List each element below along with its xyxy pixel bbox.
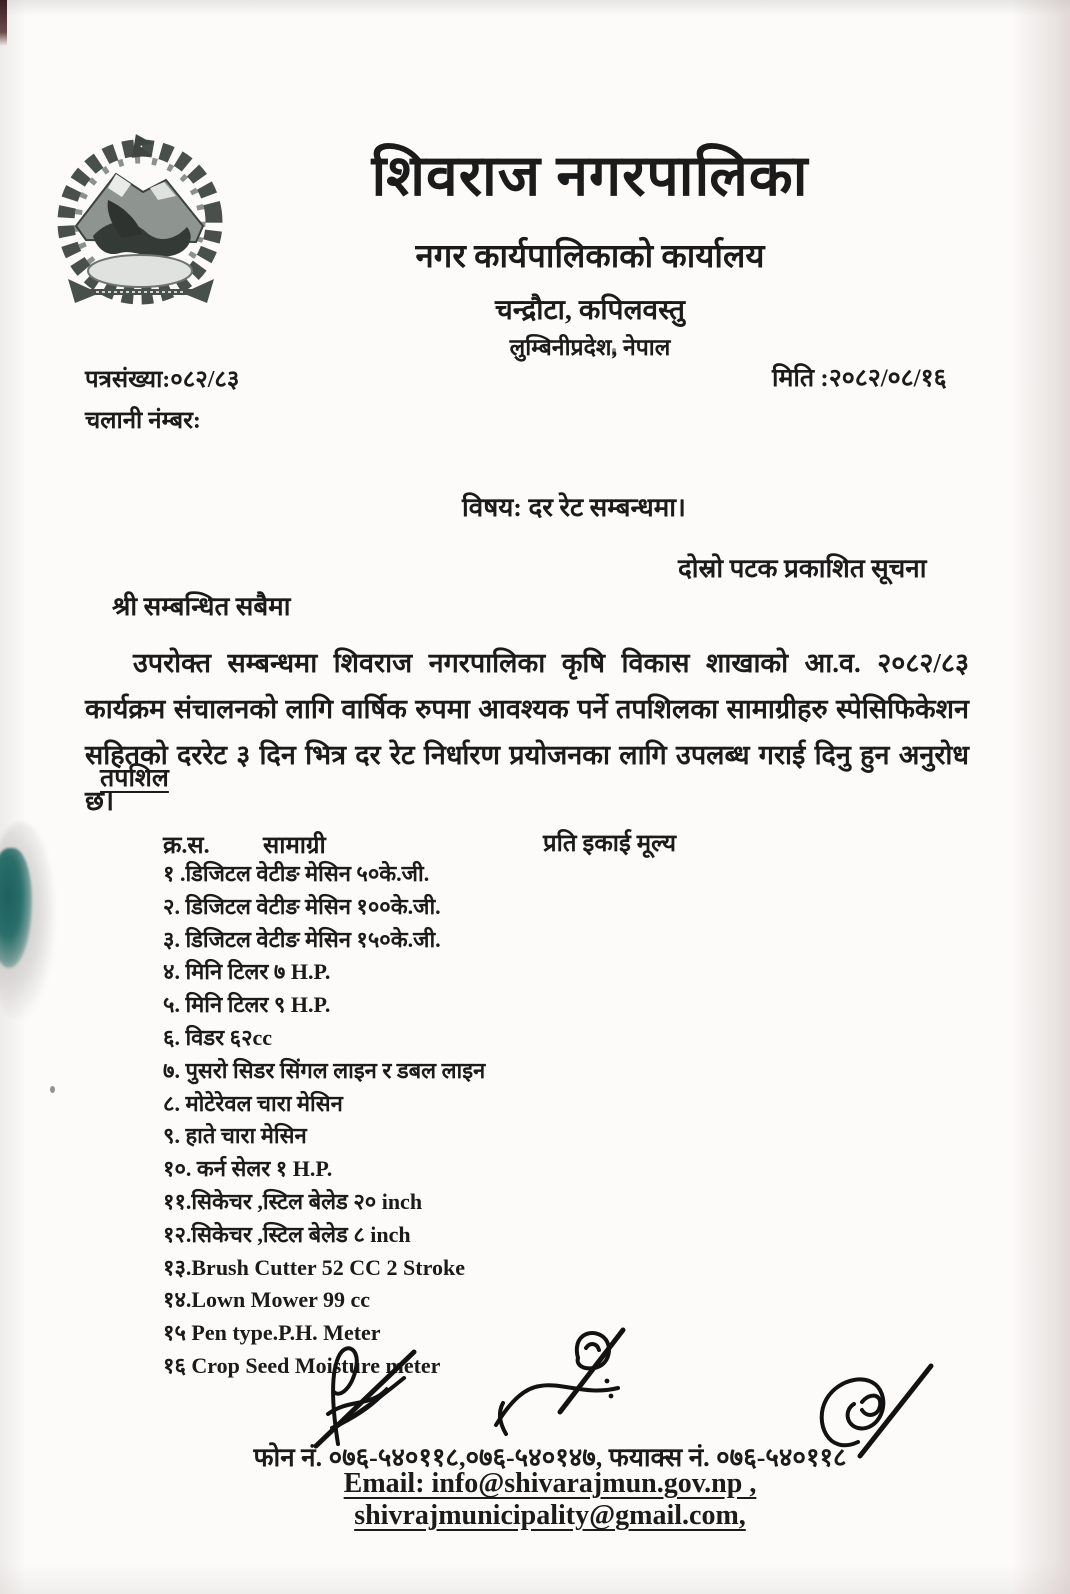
dispatch-number: चलानी नंम्बर: (85, 408, 201, 434)
details-heading: तपशिल (100, 765, 169, 792)
table-row (163, 924, 485, 957)
letter-ref-number: पत्रसंख्या:०८२/८३ (85, 367, 240, 393)
table-row (163, 1055, 485, 1088)
table-row (163, 1120, 485, 1153)
scan-dot-artifact (50, 1086, 55, 1093)
table-row (163, 1284, 485, 1317)
address-line-1: चन्द्रौटा, कपिलवस्तु (495, 295, 685, 326)
table-row (163, 858, 485, 891)
column-header-item: सामाग्री (263, 833, 326, 859)
table-row (163, 1219, 485, 1252)
item-text: ६. विडर ६२cc (163, 1024, 273, 1050)
item-text: ११.सिकेचर ,स्टिल बेलेड २० inch (163, 1188, 423, 1214)
item-text: ९. हाते चारा मेसिन (163, 1123, 307, 1149)
item-text: १६ Crop Seed Moisture meter (163, 1352, 441, 1378)
address-line-2: लुम्बिनीप्रदेश, नेपाल (509, 335, 671, 360)
item-text: ४. मिनि टिलर ७ H.P. (163, 959, 331, 985)
item-text: १२.सिकेचर ,स्टिल बेलेड ८ inch (163, 1221, 411, 1247)
table-row (163, 1022, 485, 1055)
item-text: १ .डिजिटल वेटीङ मेसिन ५०के.जी. (163, 861, 430, 886)
table-row (163, 989, 485, 1022)
item-text: १०. कर्न सेलर १ H.P. (163, 1156, 333, 1182)
table-row (163, 1186, 485, 1219)
item-text: ३. डिजिटल वेटीङ मेसिन १५०के.जी. (163, 926, 441, 952)
email-line: Email: info@shivarajmun.gov.np , shivrajmunicipality@gmail.com, (343, 1468, 757, 1531)
item-text: २. डिजिटल वेटीङ मेसिन १००के.जी. (163, 893, 441, 919)
item-text: ५. मिनि टिलर ९ H.P. (163, 992, 331, 1018)
municipality-name: शिवराज नगरपालिका (371, 145, 809, 208)
scan-corner-artifact (0, 0, 7, 46)
table-row (163, 1153, 485, 1186)
column-header-serial: क्र.स. (163, 833, 210, 859)
subject-line: विषय: दर रेट सम्बन्धमा। (462, 493, 686, 522)
item-text: ८. मोटेरेवल चारा मेसिन (163, 1090, 343, 1116)
table-row (163, 1252, 485, 1285)
item-list (163, 858, 485, 1383)
item-text: १४.Lown Mower 99 cc (163, 1287, 370, 1313)
handwritten-signature-1 (310, 1336, 425, 1451)
phone-fax-line: फोन नं. ०७६-५४०११८,०७६-५४०१४७, फयाक्स नं. ०७६-५४०११८ (253, 1443, 847, 1472)
salutation: श्री सम्बन्धित सबैमा (112, 592, 291, 621)
item-text: १५ Pen type.P.H. Meter (163, 1320, 381, 1346)
item-text: ७. पुसरो सिडर सिंगल लाइन र डबल लाइन (163, 1057, 486, 1083)
body-paragraph: उपरोक्त सम्बन्धमा शिवराज नगरपालिका कृषि विकास शाखाको आ.व. २०८२/८३ कार्यक्रम संचालनको लागि वार्षिक रुपमा आवश्यक पर्ने तपशिलका सामाग्रीहरु स्पेसिफिकेशन सहितको दररेट ३ दिन भित्र दर रेट निर्धारण प्रयोजनका लागि उपलब्ध गराई दिनु हुन अनुरोध छ। (85, 648, 969, 816)
table-row (163, 1088, 485, 1121)
column-header-unit-price: प्रति इकाई मूल्य (543, 831, 677, 857)
table-row (163, 891, 485, 924)
letter-date: मिति :२०८२/०८/१६ (772, 365, 947, 392)
handwritten-signature-2 (490, 1324, 638, 1442)
item-text: १३.Brush Cutter 52 CC 2 Stroke (163, 1254, 465, 1280)
second-publication-notice: दोस्रो पटक प्रकाशित सूचना (678, 554, 927, 583)
municipality-emblem-logo (38, 130, 243, 322)
table-row (163, 956, 485, 989)
office-name: नगर कार्यपालिकाको कार्यालय (415, 239, 765, 275)
